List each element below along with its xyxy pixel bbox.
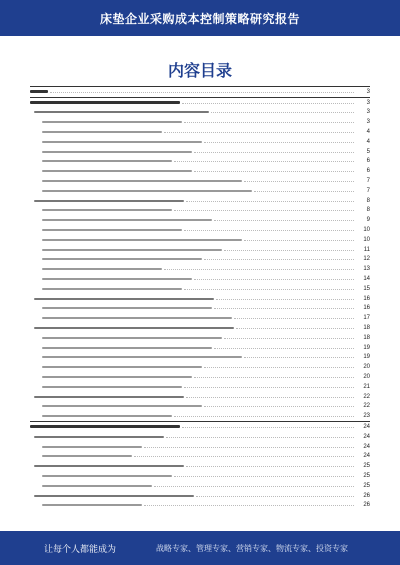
toc-entry[interactable] xyxy=(30,166,370,176)
toc-page-number: 25 xyxy=(363,482,370,489)
toc-entry-text xyxy=(34,396,184,398)
toc-leader-dots xyxy=(184,229,354,231)
toc-leader-dots xyxy=(204,141,354,143)
toc-page-number: 20 xyxy=(363,374,370,380)
toc-leader-dots xyxy=(194,376,354,378)
toc-entry[interactable] xyxy=(30,421,370,432)
toc-entry[interactable] xyxy=(30,442,370,452)
toc-entry-text xyxy=(30,425,180,428)
toc-entry-text xyxy=(42,455,132,457)
toc-entry-text xyxy=(42,131,162,133)
toc-leader-dots xyxy=(186,396,354,398)
toc-entry-text xyxy=(42,386,182,388)
toc-leader-dots xyxy=(204,258,354,260)
toc-entry[interactable] xyxy=(30,147,370,157)
toc-leader-dots xyxy=(174,475,354,477)
toc-page-number: 25 xyxy=(363,463,370,470)
toc-page-number: 26 xyxy=(363,492,370,499)
toc-entry-text xyxy=(34,465,184,467)
toc-entry-text xyxy=(42,307,212,309)
toc-leader-dots xyxy=(194,151,354,153)
toc-entry[interactable] xyxy=(30,176,370,186)
toc-page-number: 7 xyxy=(366,187,370,194)
toc-entry[interactable] xyxy=(30,255,370,265)
toc-entry-text xyxy=(42,180,242,182)
toc-entry[interactable] xyxy=(30,372,370,382)
toc-leader-dots xyxy=(254,190,354,192)
toc-entry-text xyxy=(42,475,172,477)
toc-page-number: 3 xyxy=(366,88,370,95)
toc-leader-dots xyxy=(174,415,354,417)
footer-tagline: 战略专家、管理专家、营销专家、物流专家、投资专家 xyxy=(156,543,349,553)
toc-entry[interactable] xyxy=(30,471,370,481)
toc-entry[interactable] xyxy=(30,333,370,343)
toc-entry-text xyxy=(42,446,142,448)
toc-page-number: 3 xyxy=(366,99,370,106)
toc-leader-dots xyxy=(204,366,354,368)
toc-entry-text xyxy=(42,268,162,270)
toc-entry[interactable] xyxy=(30,215,370,225)
toc-entry[interactable] xyxy=(30,284,370,294)
toc-entry[interactable] xyxy=(30,500,370,510)
toc-page-number: 16 xyxy=(363,295,370,302)
toc-leader-dots xyxy=(234,317,354,319)
toc-leader-dots xyxy=(196,495,354,497)
toc-page-number: 19 xyxy=(363,354,370,361)
toc-page-number: 6 xyxy=(366,158,370,165)
toc-page-number: 24 xyxy=(363,433,370,440)
toc-entry[interactable] xyxy=(30,274,370,284)
toc-leader-dots xyxy=(144,446,354,448)
toc-entry[interactable] xyxy=(30,264,370,274)
toc-page-number: 16 xyxy=(363,305,370,312)
toc-entry[interactable] xyxy=(30,206,370,216)
toc-page-number: 7 xyxy=(366,178,370,185)
toc-leader-dots xyxy=(214,219,354,221)
toc-entry[interactable] xyxy=(30,225,370,235)
toc-leader-dots xyxy=(204,405,354,407)
toc-leader-dots xyxy=(164,131,354,133)
toc-page-number: 22 xyxy=(363,393,370,400)
toc-leader-dots xyxy=(182,426,354,428)
toc-entry-text xyxy=(42,239,242,241)
toc-page-number: 8 xyxy=(366,197,370,204)
toc-leader-dots xyxy=(244,239,354,241)
toc-page-number: 17 xyxy=(363,315,370,322)
toc-entry-text xyxy=(42,209,172,211)
toc-leader-dots xyxy=(224,249,354,251)
toc-leader-dots xyxy=(154,485,354,487)
toc-leader-dots xyxy=(214,307,354,309)
toc-page-number: 24 xyxy=(363,443,370,450)
toc-entry-text xyxy=(34,111,209,113)
toc-page-number: 11 xyxy=(363,246,370,253)
toc-entry[interactable] xyxy=(30,97,370,108)
report-footer xyxy=(0,531,400,565)
toc-entry[interactable] xyxy=(30,157,370,167)
toc-entry-text xyxy=(42,121,182,123)
toc-entry-text xyxy=(42,504,142,506)
toc-entry-text xyxy=(42,278,192,280)
toc-entry-text xyxy=(42,151,192,153)
toc-entry-text xyxy=(42,249,222,251)
toc-page-number: 6 xyxy=(366,168,370,175)
toc-entry-text xyxy=(42,141,202,143)
toc-entry-text xyxy=(42,366,202,368)
toc-leader-dots xyxy=(164,268,354,270)
toc-leader-dots xyxy=(186,465,354,467)
toc-leader-dots xyxy=(186,200,354,202)
toc-entry-text xyxy=(34,200,184,202)
toc-page-number: 8 xyxy=(366,207,370,214)
toc-page-number: 4 xyxy=(366,129,370,136)
toc-entry-text xyxy=(42,356,242,358)
toc-entry-text xyxy=(34,436,164,438)
toc-leader-dots xyxy=(50,91,354,93)
toc-leader-dots xyxy=(166,436,354,438)
toc-entry-text xyxy=(42,405,202,407)
toc-entry[interactable] xyxy=(30,323,370,333)
toc-entry[interactable] xyxy=(30,313,370,323)
toc-entry-text xyxy=(42,317,232,319)
toc-leader-dots xyxy=(194,170,354,172)
toc-leader-dots xyxy=(184,386,354,388)
toc-entry[interactable] xyxy=(30,343,370,353)
toc-page-number: 9 xyxy=(366,217,370,224)
toc-leader-dots xyxy=(184,121,354,123)
toc-entry[interactable] xyxy=(30,196,370,206)
toc-entry[interactable] xyxy=(30,304,370,314)
toc-entry[interactable] xyxy=(30,382,370,392)
toc-page-number: 13 xyxy=(363,266,370,273)
toc-page-number: 21 xyxy=(363,383,370,390)
toc-leader-dots xyxy=(194,278,354,280)
toc-page-number: 12 xyxy=(363,256,370,263)
toc-entry-text xyxy=(34,327,234,329)
toc-leader-dots xyxy=(214,347,354,349)
toc-entry[interactable] xyxy=(30,117,370,127)
toc-page-number: 3 xyxy=(366,119,370,126)
toc-leader-dots xyxy=(244,356,354,358)
toc-page-number: 19 xyxy=(363,344,370,351)
toc-page-number: 15 xyxy=(363,285,370,292)
toc-entry-text xyxy=(42,337,222,339)
toc-entry-text xyxy=(34,298,214,300)
toc-page-number: 26 xyxy=(363,502,370,509)
toc-leader-dots xyxy=(184,288,354,290)
toc-entry[interactable] xyxy=(30,481,370,491)
toc-entry[interactable] xyxy=(30,362,370,372)
toc-leader-dots xyxy=(216,298,354,300)
toc-entry[interactable] xyxy=(30,127,370,137)
toc-leader-dots xyxy=(174,160,354,162)
toc-entry-text xyxy=(42,160,172,162)
toc-page-number: 24 xyxy=(363,453,370,460)
toc-leader-dots xyxy=(174,209,354,211)
toc-page-number: 20 xyxy=(363,364,370,371)
toc-page-number: 10 xyxy=(363,227,370,234)
toc-page-number: 23 xyxy=(363,413,370,420)
toc-entry[interactable] xyxy=(30,235,370,245)
toc-leader-dots xyxy=(144,504,354,506)
toc-entry-text xyxy=(42,376,192,378)
toc-entry-text xyxy=(42,170,192,172)
toc-entry-text xyxy=(42,190,252,192)
toc-entry[interactable] xyxy=(30,491,370,501)
toc-entry[interactable] xyxy=(30,245,370,255)
report-title: 床垫企业采购成本控制策略研究报告 xyxy=(99,11,300,26)
toc-leader-dots xyxy=(182,102,354,104)
toc-entry[interactable] xyxy=(30,186,370,196)
toc-entry[interactable] xyxy=(30,294,370,304)
toc-entry-text xyxy=(42,219,212,221)
toc-leader-dots xyxy=(224,337,354,339)
toc-entry-text xyxy=(42,485,152,487)
toc-leader-dots xyxy=(236,327,354,329)
toc-entry-text xyxy=(34,495,194,497)
table-of-contents xyxy=(30,86,370,510)
toc-entry-text xyxy=(30,101,180,104)
toc-leader-dots xyxy=(134,455,354,457)
toc-entry-text xyxy=(42,415,172,417)
toc-entry-text xyxy=(42,258,202,260)
toc-page-number: 14 xyxy=(363,276,370,283)
toc-title: 内容目录 xyxy=(167,63,232,80)
toc-leader-dots xyxy=(211,111,354,113)
toc-entry-text xyxy=(42,288,182,290)
toc-entry-text xyxy=(42,347,212,349)
toc-entry[interactable] xyxy=(30,137,370,147)
toc-page-number: 24 xyxy=(363,423,370,430)
toc-entry[interactable] xyxy=(30,411,370,421)
toc-entry[interactable] xyxy=(30,353,370,363)
toc-page-number: 5 xyxy=(366,148,370,155)
toc-leader-dots xyxy=(244,180,354,182)
toc-entry-text xyxy=(42,229,182,231)
report-header xyxy=(0,0,400,36)
toc-entry[interactable] xyxy=(30,402,370,412)
toc-page-number: 10 xyxy=(363,236,370,243)
toc-entry[interactable] xyxy=(30,86,370,97)
toc-entry[interactable] xyxy=(30,108,370,118)
toc-entry-text xyxy=(30,90,48,93)
toc-entry[interactable] xyxy=(30,461,370,471)
toc-page-number: 25 xyxy=(363,472,370,479)
toc-entry[interactable] xyxy=(30,392,370,402)
toc-page-number: 3 xyxy=(366,109,370,116)
toc-page-number: 22 xyxy=(363,403,370,410)
toc-page-number: 18 xyxy=(363,334,370,341)
toc-entry[interactable] xyxy=(30,451,370,461)
toc-page-number: 18 xyxy=(363,325,370,332)
footer-slogan: 让每个人都能成为 xyxy=(44,543,117,554)
toc-entry[interactable] xyxy=(30,432,370,442)
toc-page-number: 4 xyxy=(366,138,370,145)
